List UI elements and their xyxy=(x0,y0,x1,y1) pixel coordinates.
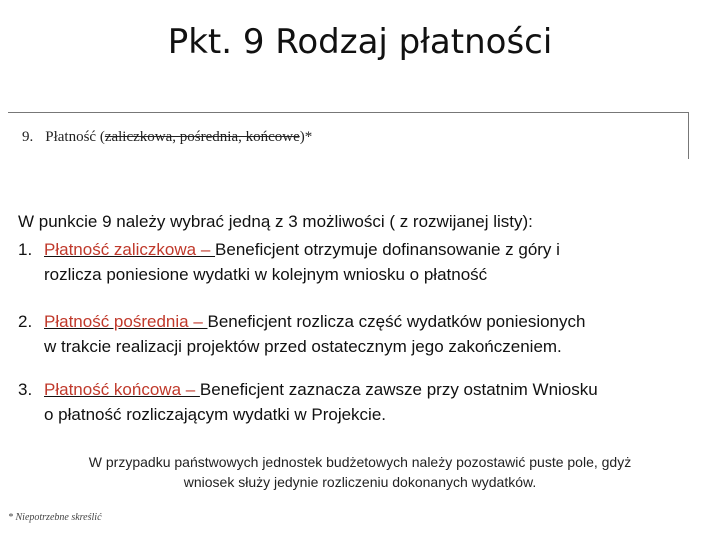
item-description-cont: rozlicza poniesione wydatki w kolejnym wniosku o płatność xyxy=(44,265,488,284)
item-description-cont: w trakcie realizacji projektów przed ostatecznym jego zakończeniem. xyxy=(44,337,562,356)
budget-units-note xyxy=(0,452,720,492)
slide-title: Pkt. 9 Rodzaj płatności xyxy=(167,22,553,62)
item-description: Beneficjent otrzymuje dofinansowanie z góry i xyxy=(215,240,560,259)
form-field-excerpt xyxy=(8,112,689,159)
payment-type-term: Płatność zaliczkowa – xyxy=(44,240,216,259)
item-description: Beneficjent rozlicza część wydatków poniesionych xyxy=(207,312,586,331)
list-marker: 3. xyxy=(18,380,33,399)
list-item xyxy=(18,237,560,287)
item-description: Beneficjent zaznacza zawsze przy ostatnim Wniosku xyxy=(199,380,598,399)
item-description-cont: o płatność rozliczającym wydatki w Projekcie. xyxy=(44,405,387,424)
list-item xyxy=(18,309,585,359)
payment-type-term: Płatność końcowa – xyxy=(44,380,200,399)
field-options-struck: zaliczkowa, pośrednia, końcowe xyxy=(104,129,300,145)
field-number: 9. xyxy=(22,129,34,145)
form-field-row xyxy=(22,129,312,146)
list-marker: 2. xyxy=(18,312,33,331)
field-label-start: Płatność ( xyxy=(45,129,105,145)
note-line: wniosek służy jedynie rozliczeniu dokonanych wydatków. xyxy=(183,474,537,490)
list-marker: 1. xyxy=(18,240,33,259)
payment-type-term: Płatność pośrednia – xyxy=(44,312,208,331)
note-line: W przypadku państwowych jednostek budżetowych należy pozostawić puste pole, gdyż xyxy=(88,454,632,470)
list-item xyxy=(18,377,598,427)
footnote: * Niepotrzebne skreślić xyxy=(8,512,102,523)
field-label-end: )* xyxy=(299,129,313,145)
intro-text: W punkcie 9 należy wybrać jedną z 3 możliwości ( z rozwijanej listy): xyxy=(18,212,533,231)
